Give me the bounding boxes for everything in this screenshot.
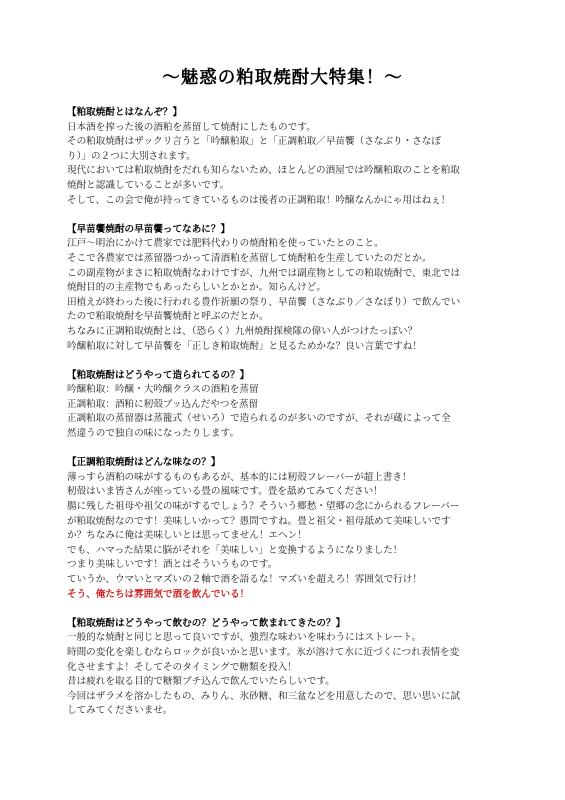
section-what-is-kasutori [67, 106, 503, 208]
body-line: が粕取焼酎なのです！美味しいかって？愚問ですね。畳と祖父・祖母舐めて美味しいです [67, 515, 451, 527]
body-line: 一般的な焼酎と同じと思って良いですが、強烈な味わいを味わうにはストレート。 [67, 632, 422, 644]
section-how-to-drink [67, 617, 503, 719]
body-line: つまり美味しいです！酒とはそういうものです。 [67, 559, 278, 571]
body-line: ちなみに正調粕取焼酎とは、（恐らく）九州焼酎探検隊の偉い人がつけたっぽい？ [67, 325, 418, 337]
body-line: ていうか、ウマいとマズいの２軸で酒を語るな！マズいを超えろ！雰囲気で行け！ [67, 574, 422, 585]
section-heading: 【早苗饗焼酎の早苗饗ってなあに？】 [67, 223, 231, 235]
section-heading: 【粕取焼酎はどうやって造られてるの？】 [67, 369, 250, 381]
section-how-made [67, 369, 503, 442]
body-line: 焼酎目的の主産物でもあったらしいとかとか。知らんけど。 [67, 282, 326, 294]
body-line: 昔は疲れを取る目的で糖類ブチ込んで飲んでいたらしいです。 [67, 676, 335, 688]
body-line: 薄っすら酒粕の味がするものもあるが、基本的には籾殻フレーバーが超上書き！ [67, 471, 412, 483]
body-line: 田植えが終わった後に行われる豊作祈願の祭り、早苗饗（さなぶり／さなぼり）で飲んでい [67, 296, 461, 308]
body-line: 化させますよ！そしてそのタイミングで糖類を投入！ [67, 661, 297, 673]
body-line: してみてくださいませ。 [67, 705, 173, 717]
body-line: か？ちなみに俺は美味しいとは思ってません！エヘン！ [67, 530, 307, 542]
body-line: でも、ハマった結果に脳がそれを「美味しい」と変換するようになりました！ [67, 544, 403, 556]
body-line: 腸に残した祖母や祖父の味がするでしょう？そういう郷愁・望郷の念にかられるフレーバー [67, 501, 460, 513]
body-line: 正調粕取：酒粕に籾殻ブッ込んだやつを蒸留 [67, 398, 259, 410]
body-line: り）」の２つに大別されます。 [67, 150, 196, 162]
document-body [67, 106, 503, 719]
body-line: 吟醸粕取：吟醸・大吟醸クラスの酒粕を蒸留 [67, 384, 259, 396]
body-line: そこで各農家では蒸留器つかって清酒粕を蒸留して焼酎粕を生産していたのだとか。 [67, 252, 432, 264]
body-line: その粕取焼酎はザックリ言うと「吟醸粕取」と「正調粕取／早苗饗（さなぶり・さなぼ [67, 136, 441, 148]
section-sanaburi [67, 223, 503, 354]
section-heading: 【正調粕取焼酎はどんな味なの？】 [67, 457, 221, 469]
body-line: 現代においては粕取焼酎をだれも知らないため、ほとんどの酒屋では吟醸粕取のことを粕取 [67, 165, 460, 177]
body-line: たので粕取焼酎を早苗饗焼酎と呼ぶのだとか。 [67, 311, 269, 323]
section-heading: 【粕取焼酎はどうやって飲むの？どうやって飲まれてきたの？】 [67, 617, 346, 629]
body-line: 日本酒を搾った後の酒粕を蒸留して焼酎にしたものです。 [67, 121, 316, 133]
body-line: 正調粕取の蒸留器は蒸籠式（せいろ）で造られるのが多いのですが、それが蔵によって全 [67, 413, 451, 425]
section-taste [67, 456, 503, 602]
body-line: 然違うので独自の味になったりします。 [67, 428, 239, 440]
page-title: ～魅惑の粕取焼酎大特集！～ [162, 68, 403, 88]
body-line: 籾殻はいま皆さんが座っている畳の風味です。畳を舐めてみてください！ [67, 486, 383, 498]
body-line: 時間の変化を楽しむならロックが良いかと思います。氷が溶けて水に近づくにつれ表情を変 [67, 646, 460, 658]
body-line: この副産物がまさに粕取焼酎なわけですが、九州では副産物としての粕取焼酎で、東北では [67, 267, 461, 279]
emphasis-line: そう、俺たちは雰囲気で酒を飲んでいる！ [67, 588, 250, 600]
body-line: そして、この会で俺が持ってきているものは後者の正調粕取！吟醸なんかにゃ用はねぇ！ [67, 194, 451, 206]
body-line: 今回はザラメを溶かしたもの、みりん、氷砂糖、和三盆などを用意したので、思い思いに試 [67, 690, 461, 702]
body-line: 焼酎と認識していることが多いです。 [67, 179, 230, 191]
body-line: 江戸～明治にかけて農家では肥料代わりの焼酎粕を使っていたとのこと。 [67, 238, 384, 250]
section-heading: 【粕取焼酎とはなんぞ？】 [67, 107, 183, 118]
body-line: 吟醸粕取に対して早苗饗を「正しき粕取焼酎」と見るためかな？良い言葉ですね！ [67, 340, 422, 352]
